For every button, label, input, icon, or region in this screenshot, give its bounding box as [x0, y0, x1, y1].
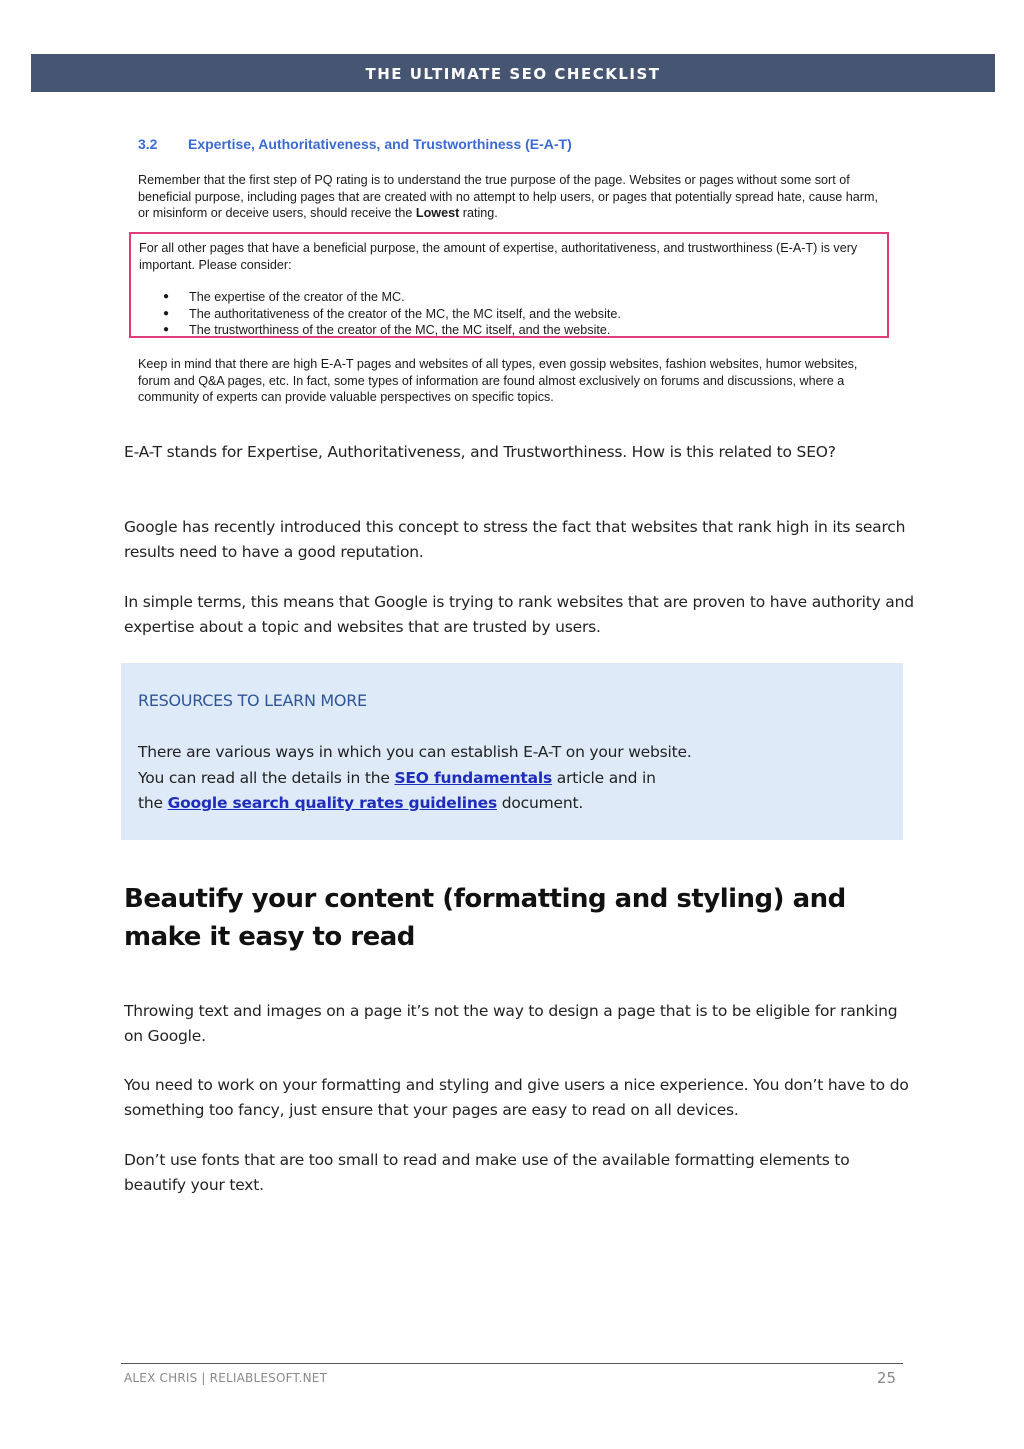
footer-page-number: 25	[876, 1369, 896, 1387]
resources-line-1: There are various ways in which you can establish E-A-T on your website.	[138, 743, 692, 761]
resources-title: RESOURCES TO LEARN MORE	[138, 691, 367, 710]
header-title: THE ULTIMATE SEO CHECKLIST	[365, 65, 661, 83]
excerpt-highlight-box	[129, 232, 889, 338]
body-paragraph-fonts: Don’t use fonts that are too small to read and make use of the available formatting elements to beautify your text.	[124, 1151, 850, 1194]
excerpt-p1-text: Remember that the first step of PQ rating is to understand the true purpose of the page. Websites or pages without some sort of beneficial purpose, including pages that are created with no attempt to help users, or pages that potentially spread hate, cause harm, or misinform or deceive users, should receive the	[138, 173, 878, 220]
footer-divider	[121, 1363, 903, 1364]
resources-line-2	[138, 766, 878, 792]
excerpt-section-title: Expertise, Authoritativeness, and Trustworthiness (E-A-T)	[188, 136, 572, 152]
excerpt-section-number: 3.2	[138, 136, 158, 152]
excerpt-bullet-item: ● The authoritativeness of the creator of the MC, the MC itself, and the website.	[189, 306, 879, 323]
resources-line-3-suffix: document.	[497, 794, 584, 812]
excerpt-bullet-list	[139, 289, 879, 339]
resources-line-3-prefix: the	[138, 794, 168, 812]
excerpt-p1-bold: Lowest	[415, 206, 460, 220]
resources-line-3	[138, 791, 878, 817]
resources-box	[121, 663, 903, 840]
seo-fundamentals-link[interactable]: SEO fundamentals	[394, 768, 553, 787]
excerpt-p1-suffix: rating.	[459, 206, 498, 220]
guidelines-excerpt-image	[124, 128, 904, 418]
body-paragraph-google-reputation: Google has recently introduced this concept to stress the fact that websites that rank high in its search results need to have a good reputation.	[124, 518, 906, 561]
excerpt-paragraph-2: Keep in mind that there are high E-A-T pages and websites of all types, even gossip websites, fashion websites, humor websites, forum and Q&A pages, etc. In fact, some types of information are found almost exclusively on forums and discussions, where a community of experts can provide valuable perspectives on specific topics.	[138, 357, 858, 404]
body-paragraph-formatting: You need to work on your formatting and styling and give users a nice experience. You don’t have to do something too fancy, just ensure that your pages are easy to read on all devices.	[124, 1076, 909, 1119]
excerpt-bullet-item: ● The expertise of the creator of the MC.	[189, 289, 879, 306]
excerpt-bullet-item: ● The trustworthiness of the creator of the MC, the MC itself, and the website.	[189, 322, 879, 339]
page-header	[31, 54, 995, 92]
footer-author: ALEX CHRIS | RELIABLESOFT.NET	[124, 1371, 328, 1385]
section-heading-beautify: Beautify your content (formatting and styling) and make it easy to read	[124, 884, 846, 952]
quality-guidelines-link[interactable]: Google search quality rates guidelines	[167, 794, 497, 812]
body-paragraph-throwing-text: Throwing text and images on a page it’s not the way to design a page that is to be eligible for ranking on Google.	[124, 1002, 898, 1045]
resources-body	[138, 740, 878, 817]
body-paragraph-eat-definition: E-A-T stands for Expertise, Authoritativeness, and Trustworthiness. How is this related to SEO?	[124, 443, 836, 461]
excerpt-paragraph-1	[138, 172, 888, 222]
resources-line-2-suffix: article and in	[552, 768, 656, 787]
excerpt-section-heading	[138, 136, 572, 152]
body-paragraph-simple-terms: In simple terms, this means that Google is trying to rank websites that are proven to have authority and expertise about a topic and websites that are trusted by users.	[124, 593, 914, 636]
resources-line-2-prefix: You can read all the details in the	[138, 768, 395, 787]
excerpt-box-text: For all other pages that have a beneficial purpose, the amount of expertise, authoritativeness, and trustworthiness (E-A-T) is very important. Please consider:	[139, 241, 858, 272]
